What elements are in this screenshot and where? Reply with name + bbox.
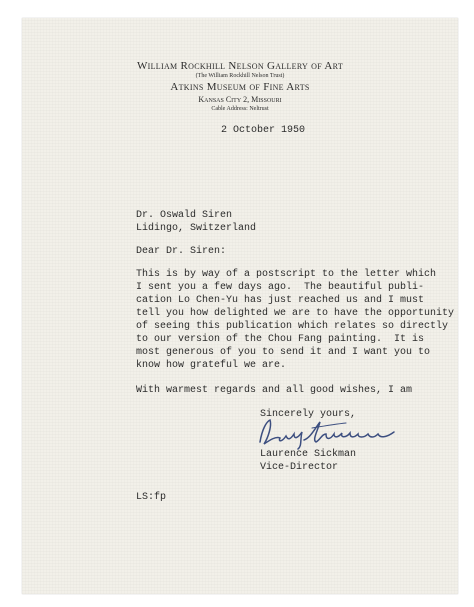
closing-line: With warmest regards and all good wishes, I am	[136, 385, 413, 396]
typist-initials: LS:fp	[136, 492, 167, 503]
body-line: I sent you a few days ago. The beautiful publi-	[136, 282, 425, 293]
body-line: of seeing this publication which relates so directly	[136, 321, 449, 332]
recipient-location: Lidingo, Switzerland	[136, 223, 257, 234]
recipient-name: Dr. Oswald Siren	[136, 210, 233, 221]
valediction: Sincerely yours,	[260, 409, 357, 420]
letterhead-cable-address: Cable Address: Neltrust	[211, 106, 269, 112]
body-line: to our version of the Chou Fang painting. It is	[136, 334, 425, 345]
body-line: most generous of you to send it and I want you to	[136, 347, 431, 358]
letterhead-gallery-name: William Rockhill Nelson Gallery of Art	[136, 60, 344, 72]
signature-stroke	[260, 420, 302, 449]
letter-sheet	[22, 18, 458, 594]
body-line: tell you how delighted we are to have the opportunity	[136, 308, 455, 319]
signature-stroke	[304, 422, 394, 442]
body-line: This is by way of a postscript to the letter which	[136, 269, 437, 280]
letter-date: 2 October 1950	[221, 125, 306, 136]
signer-name: Laurence Sickman	[260, 449, 357, 460]
letterhead-museum-name: Atkins Museum of Fine Arts	[170, 81, 310, 93]
body-line: know how grateful we are.	[136, 360, 287, 371]
handwritten-signature	[254, 416, 400, 450]
salutation: Dear Dr. Siren:	[136, 246, 227, 257]
letterhead-trust-name: (The William Rockhill Nelson Trust)	[195, 73, 285, 79]
signer-title: Vice-Director	[260, 462, 339, 473]
body-line: cation Lo Chen-Yu has just reached us and I must	[136, 295, 425, 306]
letterhead-city: Kansas City 2, Missouri	[198, 95, 282, 104]
